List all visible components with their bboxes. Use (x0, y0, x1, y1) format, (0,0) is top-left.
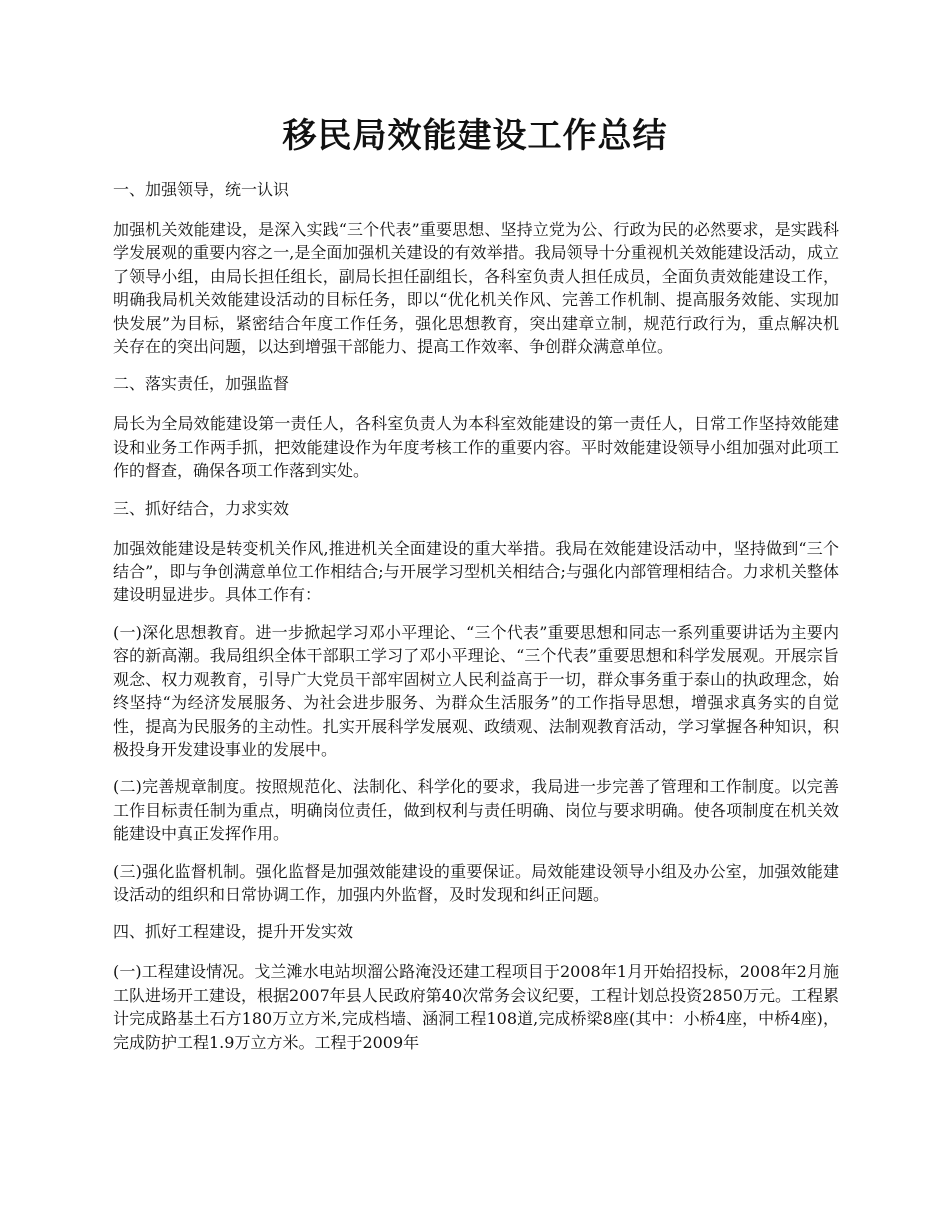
section-heading: 一、加强领导，统一认识 (113, 180, 290, 199)
document-body (113, 178, 839, 1068)
section-1 (113, 178, 839, 358)
section-3 (113, 497, 839, 907)
section-2 (113, 372, 839, 482)
paragraph: (一)工程建设情况。戈兰滩水电站坝溜公路淹没还建工程项目于2008年1月开始招投标，2008年2月施工队进场开工建设，根据2007年县人民政府第40次常务会议纪要，工程计划总投资2850万元。工程累计完成路基土石方180万立方米,完成档墙、涵洞工程108道,完成桥梁8座(其中：小桥4座，中桥4座)，完成防护工程1.9万立方米。工程于2009年 (113, 962, 839, 1052)
paragraph: 局长为全局效能建设第一责任人，各科室负责人为本科室效能建设的第一责任人，日常工作坚持效能建设和业务工作两手抓，把效能建设作为年度考核工作的重要内容。平时效能建设领导小组加强对此项工作的督查，确保各项工作落到实处。 (113, 414, 839, 481)
paragraph: (三)强化监督机制。强化监督是加强效能建设的重要保证。局效能建设领导小组及办公室，加强效能建设活动的组织和日常协调工作，加强内外监督，及时发现和纠正问题。 (113, 861, 839, 904)
paragraph: (一)深化思想教育。进一步掀起学习邓小平理论、“三个代表”重要思想和同志一系列重要讲话为主要内容的新高潮。我局组织全体干部职工学习了邓小平理论、“三个代表”重要思想和科学发展观。开展宗旨观念、权力观教育，引导广大党员干部牢固树立人民利益高于一切，群众事务重于泰山的执政理念，始终坚持“为经济发展服务、为社会进步服务、为群众生活服务”的工作指导思想，增强求真务实的自觉性，提高为民服务的主动性。扎实开展科学发展观、政绩观、法制观教育活动，学习掌握各种知识，积极投身开发建设事业的发展中。 (113, 622, 839, 759)
paragraph: 加强效能建设是转变机关作风,推进机关全面建设的重大举措。我局在效能建设活动中，坚持做到“三个结合”，即与争创满意单位工作相结合;与开展学习型机关相结合;与强化内部管理相结合。力求机关整体建设明显进步。具体工作有： (113, 538, 839, 605)
section-heading: 三、抓好结合，力求实效 (113, 498, 290, 518)
paragraph: (二)完善规章制度。按照规范化、法制化、科学化的要求，我局进一步完善了管理和工作制度。以完善工作目标责任制为重点，明确岗位责任，做到权利与责任明确、岗位与要求明确。使各项制度在机关效能建设中真正发挥作用。 (113, 777, 839, 844)
section-heading: 四、抓好工程建设，提升开发实效 (113, 922, 354, 942)
document-title: 移民局效能建设工作总结 (282, 116, 668, 156)
section-4 (113, 920, 839, 1054)
section-heading: 二、落实责任，加强监督 (113, 374, 290, 394)
paragraph: 加强机关效能建设，是深入实践“三个代表”重要思想、坚持立党为公、行政为民的必然要求，是实践科学发展观的重要内容之一,是全面加强机关建设的有效举措。我局领导十分重视机关效能建设活动，成立了领导小组，由局长担任组长，副局长担任副组长，各科室负责人担任成员，全面负责效能建设工作，明确我局机关效能建设活动的目标任务，即以“优化机关作风、完善工作机制、提高服务效能、实现加快发展”为目标，紧密结合年度工作任务，强化思想教育，突出建章立制，规范行政行为，重点解决机关存在的突出问题，以达到增强干部能力、提高工作效率、争创群众满意单位。 (113, 220, 839, 357)
